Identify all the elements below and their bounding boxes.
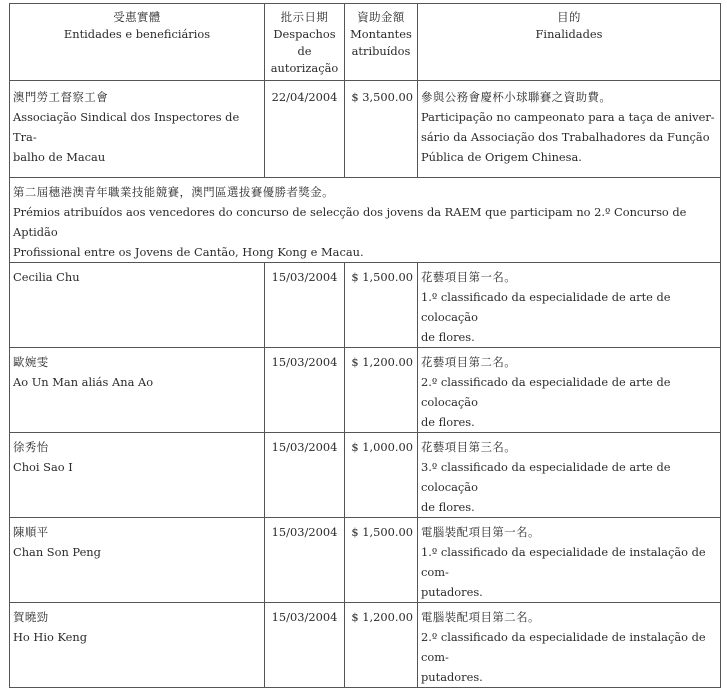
- header-date-pt2: autorização: [270, 61, 339, 75]
- amount-cell: $ 1,200.00: [345, 603, 418, 688]
- beneficiary-name-pt: Ao Un Man aliás Ana Ao: [13, 375, 154, 389]
- purpose-cell: [418, 603, 721, 688]
- amount-cell: $ 1,500.00: [345, 518, 418, 603]
- purpose-pt-line2: de flores.: [421, 330, 475, 344]
- beneficiary-cell: [10, 603, 265, 688]
- header-amount-pt1: Montantes: [350, 27, 412, 41]
- purpose-zh: 電腦裝配項目第一名。: [421, 525, 540, 539]
- purpose-pt-line2: putadores.: [421, 585, 483, 599]
- beneficiary-name-zh: 歐婉雯: [13, 355, 49, 369]
- date-cell: 15/03/2004: [265, 518, 345, 603]
- purpose-pt-line2: sário da Associação dos Trabalhadores da Função: [421, 130, 710, 144]
- header-entities-pt: Entidades e beneficiários: [63, 27, 211, 41]
- entity-zh: 澳門勞工督察工會: [13, 90, 109, 104]
- purpose-zh: 花藝項目第一名。: [421, 270, 517, 284]
- table-row: [10, 263, 721, 348]
- purpose-cell: [418, 433, 721, 518]
- header-purpose-pt: Finalidades: [535, 27, 603, 41]
- table-row: [10, 433, 721, 518]
- purpose-zh: 花藝項目第二名。: [421, 355, 517, 369]
- date-cell: 15/03/2004: [265, 433, 345, 518]
- date-cell: 15/03/2004: [265, 348, 345, 433]
- beneficiary-cell: [10, 348, 265, 433]
- amount-cell: $ 1,200.00: [345, 348, 418, 433]
- beneficiary-name-zh: 陳順平: [13, 525, 49, 539]
- header-date: [265, 4, 345, 81]
- header-purpose-zh: 目的: [557, 10, 581, 24]
- purpose-zh: 電腦裝配項目第二名。: [421, 610, 540, 624]
- purpose-pt-line2: de flores.: [421, 415, 475, 429]
- purpose-cell: [418, 518, 721, 603]
- purpose-zh: 參與公務會慶杯小球聯賽之資助費。: [421, 90, 612, 104]
- purpose-cell: [418, 348, 721, 433]
- purpose-pt-line2: de flores.: [421, 500, 475, 514]
- date-cell: 15/03/2004: [265, 603, 345, 688]
- header-date-zh: 批示日期: [280, 10, 329, 24]
- purpose-zh: 花藝項目第三名。: [421, 440, 517, 454]
- beneficiary-name-pt: Ho Hio Keng: [13, 630, 88, 644]
- purpose-pt-line1: 1.º classificado da especialidade de instalação de com-: [421, 545, 706, 579]
- beneficiary-name-pt: Cecilia Chu: [13, 270, 80, 284]
- purpose-pt-line1: 2.º classificado da especialidade de instalação de com-: [421, 630, 706, 664]
- purpose-pt-line3: Pública de Origem Chinesa.: [421, 150, 582, 164]
- amount-cell: $ 1,000.00: [345, 433, 418, 518]
- section-pt-line1: Prémios atribuídos aos vencedores do concurso de selecção dos jovens da RAEM que participam no 2.º Concurso de Aptidão: [13, 205, 687, 239]
- header-entities: [10, 4, 265, 81]
- section-pt-line2: Profissional entre os Jovens de Cantão, Hong Kong e Macau.: [13, 245, 364, 259]
- table-row: [10, 81, 721, 178]
- table-row: [10, 518, 721, 603]
- purpose-pt-line1: 1.º classificado da especialidade de arte de colocação: [421, 290, 671, 324]
- entity-pt-line2: balho de Macau: [13, 150, 106, 164]
- section-row: [10, 178, 721, 263]
- section-zh: 第二屆穗港澳青年職業技能競賽，澳門區選拔賽優勝者獎金。: [13, 185, 335, 199]
- beneficiary-cell: [10, 263, 265, 348]
- entity-cell: [10, 81, 265, 178]
- beneficiary-name-zh: 賀曉勁: [13, 610, 49, 624]
- beneficiary-cell: [10, 518, 265, 603]
- purpose-pt-line1: Participação no campeonato para a taça de aniver-: [421, 110, 715, 124]
- header-amount: [345, 4, 418, 81]
- entity-pt-line1: Associação Sindical dos Inspectores de Tra-: [13, 110, 240, 144]
- date-cell: 22/04/2004: [265, 81, 345, 178]
- header-purpose: [418, 4, 721, 81]
- header-date-pt1: Despachos de: [273, 27, 336, 58]
- purpose-cell: [418, 81, 721, 178]
- grants-table: [9, 3, 721, 688]
- table-row: [10, 348, 721, 433]
- beneficiary-name-pt: Choi Sao I: [13, 460, 73, 474]
- purpose-cell: [418, 263, 721, 348]
- table-row: [10, 603, 721, 688]
- purpose-pt-line1: 2.º classificado da especialidade de arte de colocação: [421, 375, 671, 409]
- purpose-pt-line1: 3.º classificado da especialidade de arte de colocação: [421, 460, 671, 494]
- header-amount-pt2: atribuídos: [351, 44, 411, 58]
- amount-cell: $ 1,500.00: [345, 263, 418, 348]
- header-amount-zh: 資助金額: [357, 10, 405, 24]
- beneficiary-name-pt: Chan Son Peng: [13, 545, 101, 559]
- purpose-pt-line2: putadores.: [421, 670, 483, 684]
- amount-cell: $ 3,500.00: [345, 81, 418, 178]
- header-entities-zh: 受惠實體: [113, 10, 161, 24]
- beneficiary-name-zh: 徐秀怡: [13, 440, 49, 454]
- table-header-row: [10, 4, 721, 81]
- section-cell: [10, 178, 721, 263]
- beneficiary-cell: [10, 433, 265, 518]
- date-cell: 15/03/2004: [265, 263, 345, 348]
